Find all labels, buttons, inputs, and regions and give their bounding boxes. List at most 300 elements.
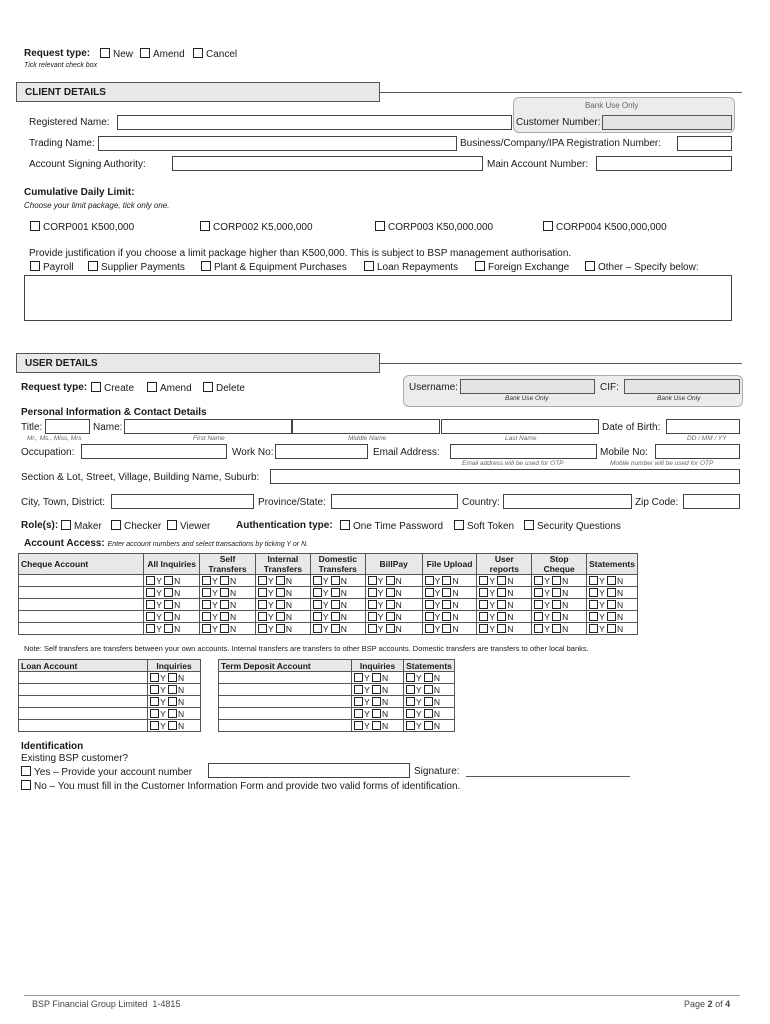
request-amend-checkbox[interactable] <box>140 48 150 58</box>
no-checkbox[interactable] <box>331 600 340 609</box>
yes-checkbox[interactable] <box>534 600 543 609</box>
package-corp003[interactable]: CORP003 K50,000,000 <box>375 221 493 233</box>
yes-checkbox[interactable] <box>150 709 159 718</box>
term-table-header-row <box>219 660 455 672</box>
self-transfers-yn: Y N <box>200 575 256 587</box>
yes-checkbox[interactable] <box>146 588 155 597</box>
loan-inquiries-yn: Y N <box>148 672 201 684</box>
no-checkbox[interactable] <box>331 588 340 597</box>
yes-checkbox[interactable] <box>368 624 377 633</box>
trading-name-label: Trading Name: <box>29 138 95 149</box>
request-type-label: Request type: <box>24 48 91 59</box>
self-transfers-yn: Y N <box>200 587 256 599</box>
no-checkbox[interactable] <box>372 697 381 706</box>
customer-number-label: Customer Number: <box>516 117 601 128</box>
yes-checkbox[interactable] <box>313 588 322 597</box>
request-cancel-option[interactable]: Cancel <box>193 48 237 60</box>
package-corp004-checkbox[interactable] <box>543 221 553 231</box>
cheque-table-row <box>19 623 638 635</box>
role-checker[interactable]: Checker <box>111 520 161 532</box>
no-checkbox[interactable] <box>497 612 506 621</box>
billpay-yn: Y N <box>365 623 422 635</box>
middle-name-input[interactable] <box>292 419 440 434</box>
no-checkbox[interactable] <box>552 588 561 597</box>
self-transfers-yn: Y N <box>200 599 256 611</box>
yes-checkbox[interactable] <box>589 588 598 597</box>
loan-inquiries-yn: Y N <box>148 684 201 696</box>
yes-checkbox[interactable] <box>479 576 488 585</box>
no-checkbox[interactable] <box>331 624 340 633</box>
no-checkbox[interactable] <box>552 600 561 609</box>
yes-checkbox[interactable] <box>589 576 598 585</box>
existing-no-checkbox[interactable] <box>21 780 31 790</box>
yes-checkbox[interactable] <box>479 588 488 597</box>
yes-checkbox[interactable] <box>425 588 434 597</box>
loan-table-row <box>19 720 201 732</box>
cheque-account-cell[interactable] <box>19 623 144 635</box>
no-checkbox[interactable] <box>442 588 451 597</box>
no-checkbox[interactable] <box>386 624 395 633</box>
yes-checkbox[interactable] <box>425 612 434 621</box>
loan-account-cell[interactable] <box>19 708 148 720</box>
loan-inquiries-yn: Y N <box>148 720 201 732</box>
file-upload-yn: Y N <box>422 611 477 623</box>
client-details-header: CLIENT DETAILS <box>16 82 380 102</box>
yes-checkbox[interactable] <box>150 721 159 730</box>
no-checkbox[interactable] <box>372 685 381 694</box>
yes-checkbox[interactable] <box>406 685 415 694</box>
term-statements-yn: Y N <box>404 684 455 696</box>
request-new-option[interactable]: New <box>100 48 133 60</box>
reason-payroll-checkbox[interactable] <box>30 261 40 271</box>
no-checkbox[interactable] <box>442 600 451 609</box>
yes-checkbox[interactable] <box>354 709 363 718</box>
domestic-transfers-yn: Y N <box>310 623 365 635</box>
yes-checkbox[interactable] <box>258 600 267 609</box>
yes-checkbox[interactable] <box>202 624 211 633</box>
yes-checkbox[interactable] <box>406 721 415 730</box>
no-checkbox[interactable] <box>607 576 616 585</box>
reason-other-checkbox[interactable] <box>585 261 595 271</box>
stop-cheque-yn: Y N <box>532 587 587 599</box>
cheque-table-row <box>19 587 638 599</box>
yes-checkbox[interactable] <box>534 612 543 621</box>
username-input[interactable] <box>460 379 595 394</box>
term-inquiries-yn: Y N <box>352 696 404 708</box>
no-checkbox[interactable] <box>424 721 433 730</box>
no-checkbox[interactable] <box>607 624 616 633</box>
package-corp001-checkbox[interactable] <box>30 221 40 231</box>
cheque-account-cell[interactable] <box>19 587 144 599</box>
term-statements-yn: Y N <box>404 696 455 708</box>
existing-yes-option[interactable]: Yes – Provide your account number <box>21 766 192 778</box>
user-request-amend[interactable]: Amend <box>147 382 192 394</box>
yes-checkbox[interactable] <box>150 697 159 706</box>
all-inquiries-yn: Y N <box>144 575 200 587</box>
auth-security-questions-checkbox[interactable] <box>524 520 534 530</box>
last-name-input[interactable] <box>441 419 599 434</box>
request-cancel-checkbox[interactable] <box>193 48 203 58</box>
work-no-label: Work No: <box>232 447 274 458</box>
col-internal-transfers: Internal Transfers <box>255 554 310 575</box>
mobile-label: Mobile No: <box>600 447 648 458</box>
no-checkbox[interactable] <box>168 673 177 682</box>
role-viewer[interactable]: Viewer <box>167 520 210 532</box>
term-inquiries-yn: Y N <box>352 720 404 732</box>
yes-checkbox[interactable] <box>354 721 363 730</box>
yes-checkbox[interactable] <box>146 612 155 621</box>
no-checkbox[interactable] <box>276 624 285 633</box>
reason-supplier[interactable]: Supplier Payments <box>88 261 185 273</box>
cheque-account-cell[interactable] <box>19 575 144 587</box>
all-inquiries-yn: Y N <box>144 599 200 611</box>
no-checkbox[interactable] <box>497 600 506 609</box>
first-name-hint: First Name <box>193 435 225 442</box>
yes-checkbox[interactable] <box>146 624 155 633</box>
no-checkbox[interactable] <box>424 685 433 694</box>
existing-yes-checkbox[interactable] <box>21 766 31 776</box>
reason-plant-checkbox[interactable] <box>201 261 211 271</box>
yes-checkbox[interactable] <box>258 624 267 633</box>
yes-checkbox[interactable] <box>479 624 488 633</box>
col-loan-account: Loan Account <box>19 660 148 672</box>
no-checkbox[interactable] <box>386 588 395 597</box>
package-corp002-checkbox[interactable] <box>200 221 210 231</box>
package-corp001[interactable]: CORP001 K500,000 <box>30 221 134 233</box>
cheque-table-row <box>19 575 638 587</box>
yes-checkbox[interactable] <box>354 685 363 694</box>
no-checkbox[interactable] <box>442 624 451 633</box>
term-statements-yn: Y N <box>404 720 455 732</box>
yes-checkbox[interactable] <box>425 624 434 633</box>
yes-checkbox[interactable] <box>202 612 211 621</box>
role-maker-checkbox[interactable] <box>61 520 71 530</box>
yes-checkbox[interactable] <box>313 624 322 633</box>
no-checkbox[interactable] <box>386 600 395 609</box>
yes-checkbox[interactable] <box>368 588 377 597</box>
yes-checkbox[interactable] <box>406 709 415 718</box>
trading-name-input[interactable] <box>98 136 457 151</box>
yes-checkbox[interactable] <box>589 600 598 609</box>
auth-soft-token-checkbox[interactable] <box>454 520 464 530</box>
request-hint: Tick relevant check box <box>24 62 98 69</box>
transfer-note: Note: Self transfers are transfers between your own accounts. Internal transfers are transfers to other BSP accounts. Domestic transfers are transfers to other local banks. <box>24 644 589 653</box>
yes-checkbox[interactable] <box>368 612 377 621</box>
no-checkbox[interactable] <box>552 612 561 621</box>
customer-number-input[interactable] <box>602 115 732 130</box>
no-checkbox[interactable] <box>424 673 433 682</box>
reason-payroll[interactable]: Payroll <box>30 261 74 273</box>
no-checkbox[interactable] <box>552 624 561 633</box>
user-request-delete-checkbox[interactable] <box>203 382 213 392</box>
signature-line[interactable] <box>466 776 630 777</box>
no-checkbox[interactable] <box>442 612 451 621</box>
cheque-table-body <box>19 575 638 635</box>
yes-checkbox[interactable] <box>368 600 377 609</box>
mobile-input[interactable] <box>655 444 740 459</box>
user-request-create-checkbox[interactable] <box>91 382 101 392</box>
col-self-transfers: Self Transfers <box>200 554 256 575</box>
cheque-account-cell[interactable] <box>19 611 144 623</box>
no-checkbox[interactable] <box>164 612 173 621</box>
col-domestic-transfers: Domestic Transfers <box>310 554 365 575</box>
stop-cheque-yn: Y N <box>532 599 587 611</box>
no-checkbox[interactable] <box>164 624 173 633</box>
signing-authority-label: Account Signing Authority: <box>29 159 146 170</box>
loan-table-row <box>19 708 201 720</box>
term-table-row <box>219 708 455 720</box>
no-checkbox[interactable] <box>168 721 177 730</box>
no-checkbox[interactable] <box>220 624 229 633</box>
reason-fx[interactable]: Foreign Exchange <box>475 261 569 273</box>
account-access-heading <box>24 538 308 549</box>
user-request-delete[interactable]: Delete <box>203 382 245 394</box>
term-inquiries-yn: Y N <box>352 708 404 720</box>
footer-code: 1-4815 <box>152 999 181 1009</box>
statements-yn: Y N <box>587 575 638 587</box>
term-table-body <box>219 672 455 732</box>
package-corp002[interactable]: CORP002 K5,000,000 <box>200 221 313 233</box>
client-header-rule <box>380 92 742 93</box>
self-transfers-yn: Y N <box>200 611 256 623</box>
user-request-create[interactable]: Create <box>91 382 134 394</box>
dob-input[interactable] <box>666 419 740 434</box>
yes-checkbox[interactable] <box>354 697 363 706</box>
yes-checkbox[interactable] <box>589 624 598 633</box>
no-checkbox[interactable] <box>168 709 177 718</box>
col-billpay: BillPay <box>365 554 422 575</box>
term-table-row <box>219 684 455 696</box>
cif-input[interactable] <box>624 379 740 394</box>
user-request-amend-checkbox[interactable] <box>147 382 157 392</box>
col-file-upload: File Upload <box>422 554 477 575</box>
package-corp003-checkbox[interactable] <box>375 221 385 231</box>
col-loan-inquiries: Inquiries <box>148 660 201 672</box>
yes-checkbox[interactable] <box>258 576 267 585</box>
term-deposit-account-cell[interactable] <box>219 696 352 708</box>
title-input[interactable] <box>45 419 90 434</box>
yes-checkbox[interactable] <box>479 600 488 609</box>
yes-checkbox[interactable] <box>534 588 543 597</box>
yes-checkbox[interactable] <box>406 673 415 682</box>
city-input[interactable] <box>111 494 254 509</box>
term-deposit-account-cell[interactable] <box>219 708 352 720</box>
user-details-header: USER DETAILS <box>16 353 380 373</box>
yes-checkbox[interactable] <box>202 588 211 597</box>
footer-company: BSP Financial Group Limited 1-4815 <box>32 999 181 1009</box>
yes-checkbox[interactable] <box>202 600 211 609</box>
yes-checkbox[interactable] <box>479 612 488 621</box>
term-inquiries-yn: Y N <box>352 684 404 696</box>
first-name-input[interactable] <box>124 419 292 434</box>
yes-checkbox[interactable] <box>589 612 598 621</box>
no-checkbox[interactable] <box>168 697 177 706</box>
loan-inquiries-yn: Y N <box>148 696 201 708</box>
auth-otp[interactable]: One Time Password <box>340 520 443 532</box>
email-input[interactable] <box>450 444 597 459</box>
domestic-transfers-yn: Y N <box>310 587 365 599</box>
loan-account-cell[interactable] <box>19 672 148 684</box>
last-name-hint: Last Name <box>505 435 537 442</box>
yes-checkbox[interactable] <box>425 576 434 585</box>
internal-transfers-yn: Y N <box>255 575 310 587</box>
request-new-checkbox[interactable] <box>100 48 110 58</box>
auth-security-questions[interactable]: Security Questions <box>524 520 621 532</box>
auth-soft-token[interactable]: Soft Token <box>454 520 514 532</box>
no-checkbox[interactable] <box>276 576 285 585</box>
term-inquiries-yn: Y N <box>352 672 404 684</box>
cheque-table-row <box>19 611 638 623</box>
yes-checkbox[interactable] <box>425 600 434 609</box>
auth-type-label: Authentication type: <box>236 520 333 531</box>
main-account-label: Main Account Number: <box>487 159 589 170</box>
no-checkbox[interactable] <box>276 600 285 609</box>
no-checkbox[interactable] <box>386 576 395 585</box>
billpay-yn: Y N <box>365 599 422 611</box>
yes-checkbox[interactable] <box>258 612 267 621</box>
address-input[interactable] <box>270 469 740 484</box>
no-checkbox[interactable] <box>497 576 506 585</box>
no-checkbox[interactable] <box>164 600 173 609</box>
term-deposit-account-cell[interactable] <box>219 684 352 696</box>
package-corp004[interactable]: CORP004 K500,000,000 <box>543 221 667 233</box>
no-checkbox[interactable] <box>497 624 506 633</box>
no-checkbox[interactable] <box>552 576 561 585</box>
billpay-yn: Y N <box>365 575 422 587</box>
no-checkbox[interactable] <box>220 576 229 585</box>
no-checkbox[interactable] <box>331 612 340 621</box>
yes-checkbox[interactable] <box>313 612 322 621</box>
no-checkbox[interactable] <box>497 588 506 597</box>
no-checkbox[interactable] <box>607 588 616 597</box>
term-deposit-account-cell[interactable] <box>219 720 352 732</box>
no-checkbox[interactable] <box>372 673 381 682</box>
loan-account-table <box>18 659 201 732</box>
reason-supplier-checkbox[interactable] <box>88 261 98 271</box>
loan-table-header-row <box>19 660 201 672</box>
main-account-input[interactable] <box>596 156 732 171</box>
no-checkbox[interactable] <box>220 612 229 621</box>
cif-label: CIF: <box>600 382 619 393</box>
yes-checkbox[interactable] <box>202 576 211 585</box>
statements-yn: Y N <box>587 587 638 599</box>
file-upload-yn: Y N <box>422 587 477 599</box>
yes-checkbox[interactable] <box>313 600 322 609</box>
loan-account-cell[interactable] <box>19 720 148 732</box>
existing-account-number-input[interactable] <box>208 763 410 778</box>
username-label: Username: <box>409 382 458 393</box>
no-checkbox[interactable] <box>442 576 451 585</box>
col-term-inquiries: Inquiries <box>352 660 404 672</box>
zip-input[interactable] <box>683 494 740 509</box>
no-checkbox[interactable] <box>276 588 285 597</box>
file-upload-yn: Y N <box>422 599 477 611</box>
dob-label: Date of Birth: <box>602 422 661 433</box>
signing-authority-input[interactable] <box>172 156 483 171</box>
occupation-input[interactable] <box>81 444 227 459</box>
loan-table-body <box>19 672 201 732</box>
yes-checkbox[interactable] <box>534 576 543 585</box>
auth-otp-checkbox[interactable] <box>340 520 350 530</box>
no-checkbox[interactable] <box>220 588 229 597</box>
cheque-account-table <box>18 553 638 635</box>
no-checkbox[interactable] <box>331 576 340 585</box>
stop-cheque-yn: Y N <box>532 611 587 623</box>
no-checkbox[interactable] <box>424 709 433 718</box>
no-checkbox[interactable] <box>607 600 616 609</box>
reason-loan[interactable]: Loan Repayments <box>364 261 458 273</box>
registered-name-input[interactable] <box>117 115 512 130</box>
province-label: Province/State: <box>258 497 326 508</box>
yes-checkbox[interactable] <box>146 576 155 585</box>
personal-info-title: Personal Information & Contact Details <box>21 407 207 418</box>
user-reports-yn: Y N <box>477 575 532 587</box>
cheque-account-cell[interactable] <box>19 599 144 611</box>
col-all-inquiries: All Inquiries <box>144 554 200 575</box>
domestic-transfers-yn: Y N <box>310 575 365 587</box>
work-no-input[interactable] <box>275 444 368 459</box>
statements-yn: Y N <box>587 611 638 623</box>
yes-checkbox[interactable] <box>368 576 377 585</box>
reason-plant[interactable]: Plant & Equipment Purchases <box>201 261 347 273</box>
reason-loan-checkbox[interactable] <box>364 261 374 271</box>
business-reg-input[interactable] <box>677 136 732 151</box>
no-checkbox[interactable] <box>276 612 285 621</box>
role-checker-checkbox[interactable] <box>111 520 121 530</box>
province-input[interactable] <box>331 494 458 509</box>
no-checkbox[interactable] <box>607 612 616 621</box>
reason-fx-checkbox[interactable] <box>475 261 485 271</box>
country-label: Country: <box>462 497 500 508</box>
request-amend-option[interactable]: Amend <box>140 48 185 60</box>
role-maker[interactable]: Maker <box>61 520 102 532</box>
col-cheque-account: Cheque Account <box>19 554 144 575</box>
internal-transfers-yn: Y N <box>255 611 310 623</box>
name-label: Name: <box>93 422 123 433</box>
no-checkbox[interactable] <box>386 612 395 621</box>
yes-checkbox[interactable] <box>150 673 159 682</box>
term-table-row <box>219 672 455 684</box>
existing-no-option[interactable]: No – You must fill in the Customer Information Form and provide two valid forms of identification. <box>21 780 460 792</box>
no-checkbox[interactable] <box>372 721 381 730</box>
yes-checkbox[interactable] <box>146 600 155 609</box>
file-upload-yn: Y N <box>422 575 477 587</box>
yes-checkbox[interactable] <box>313 576 322 585</box>
yes-checkbox[interactable] <box>406 697 415 706</box>
yes-checkbox[interactable] <box>258 588 267 597</box>
bank-use-only-label: Bank Use Only <box>585 101 639 110</box>
no-checkbox[interactable] <box>220 600 229 609</box>
role-viewer-checkbox[interactable] <box>167 520 177 530</box>
country-input[interactable] <box>503 494 632 509</box>
no-checkbox[interactable] <box>164 576 173 585</box>
justification-textarea[interactable] <box>24 275 732 321</box>
no-checkbox[interactable] <box>424 697 433 706</box>
loan-account-cell[interactable] <box>19 684 148 696</box>
no-checkbox[interactable] <box>372 709 381 718</box>
yes-checkbox[interactable] <box>354 673 363 682</box>
stop-cheque-yn: Y N <box>532 575 587 587</box>
term-deposit-account-cell[interactable] <box>219 672 352 684</box>
yes-checkbox[interactable] <box>534 624 543 633</box>
mobile-hint: Mobile number will be used for OTP <box>610 460 714 467</box>
no-checkbox[interactable] <box>168 685 177 694</box>
loan-account-cell[interactable] <box>19 696 148 708</box>
no-checkbox[interactable] <box>164 588 173 597</box>
yes-checkbox[interactable] <box>150 685 159 694</box>
reason-other[interactable]: Other – Specify below: <box>585 261 699 273</box>
dob-hint: DD / MM / YY <box>687 435 727 442</box>
